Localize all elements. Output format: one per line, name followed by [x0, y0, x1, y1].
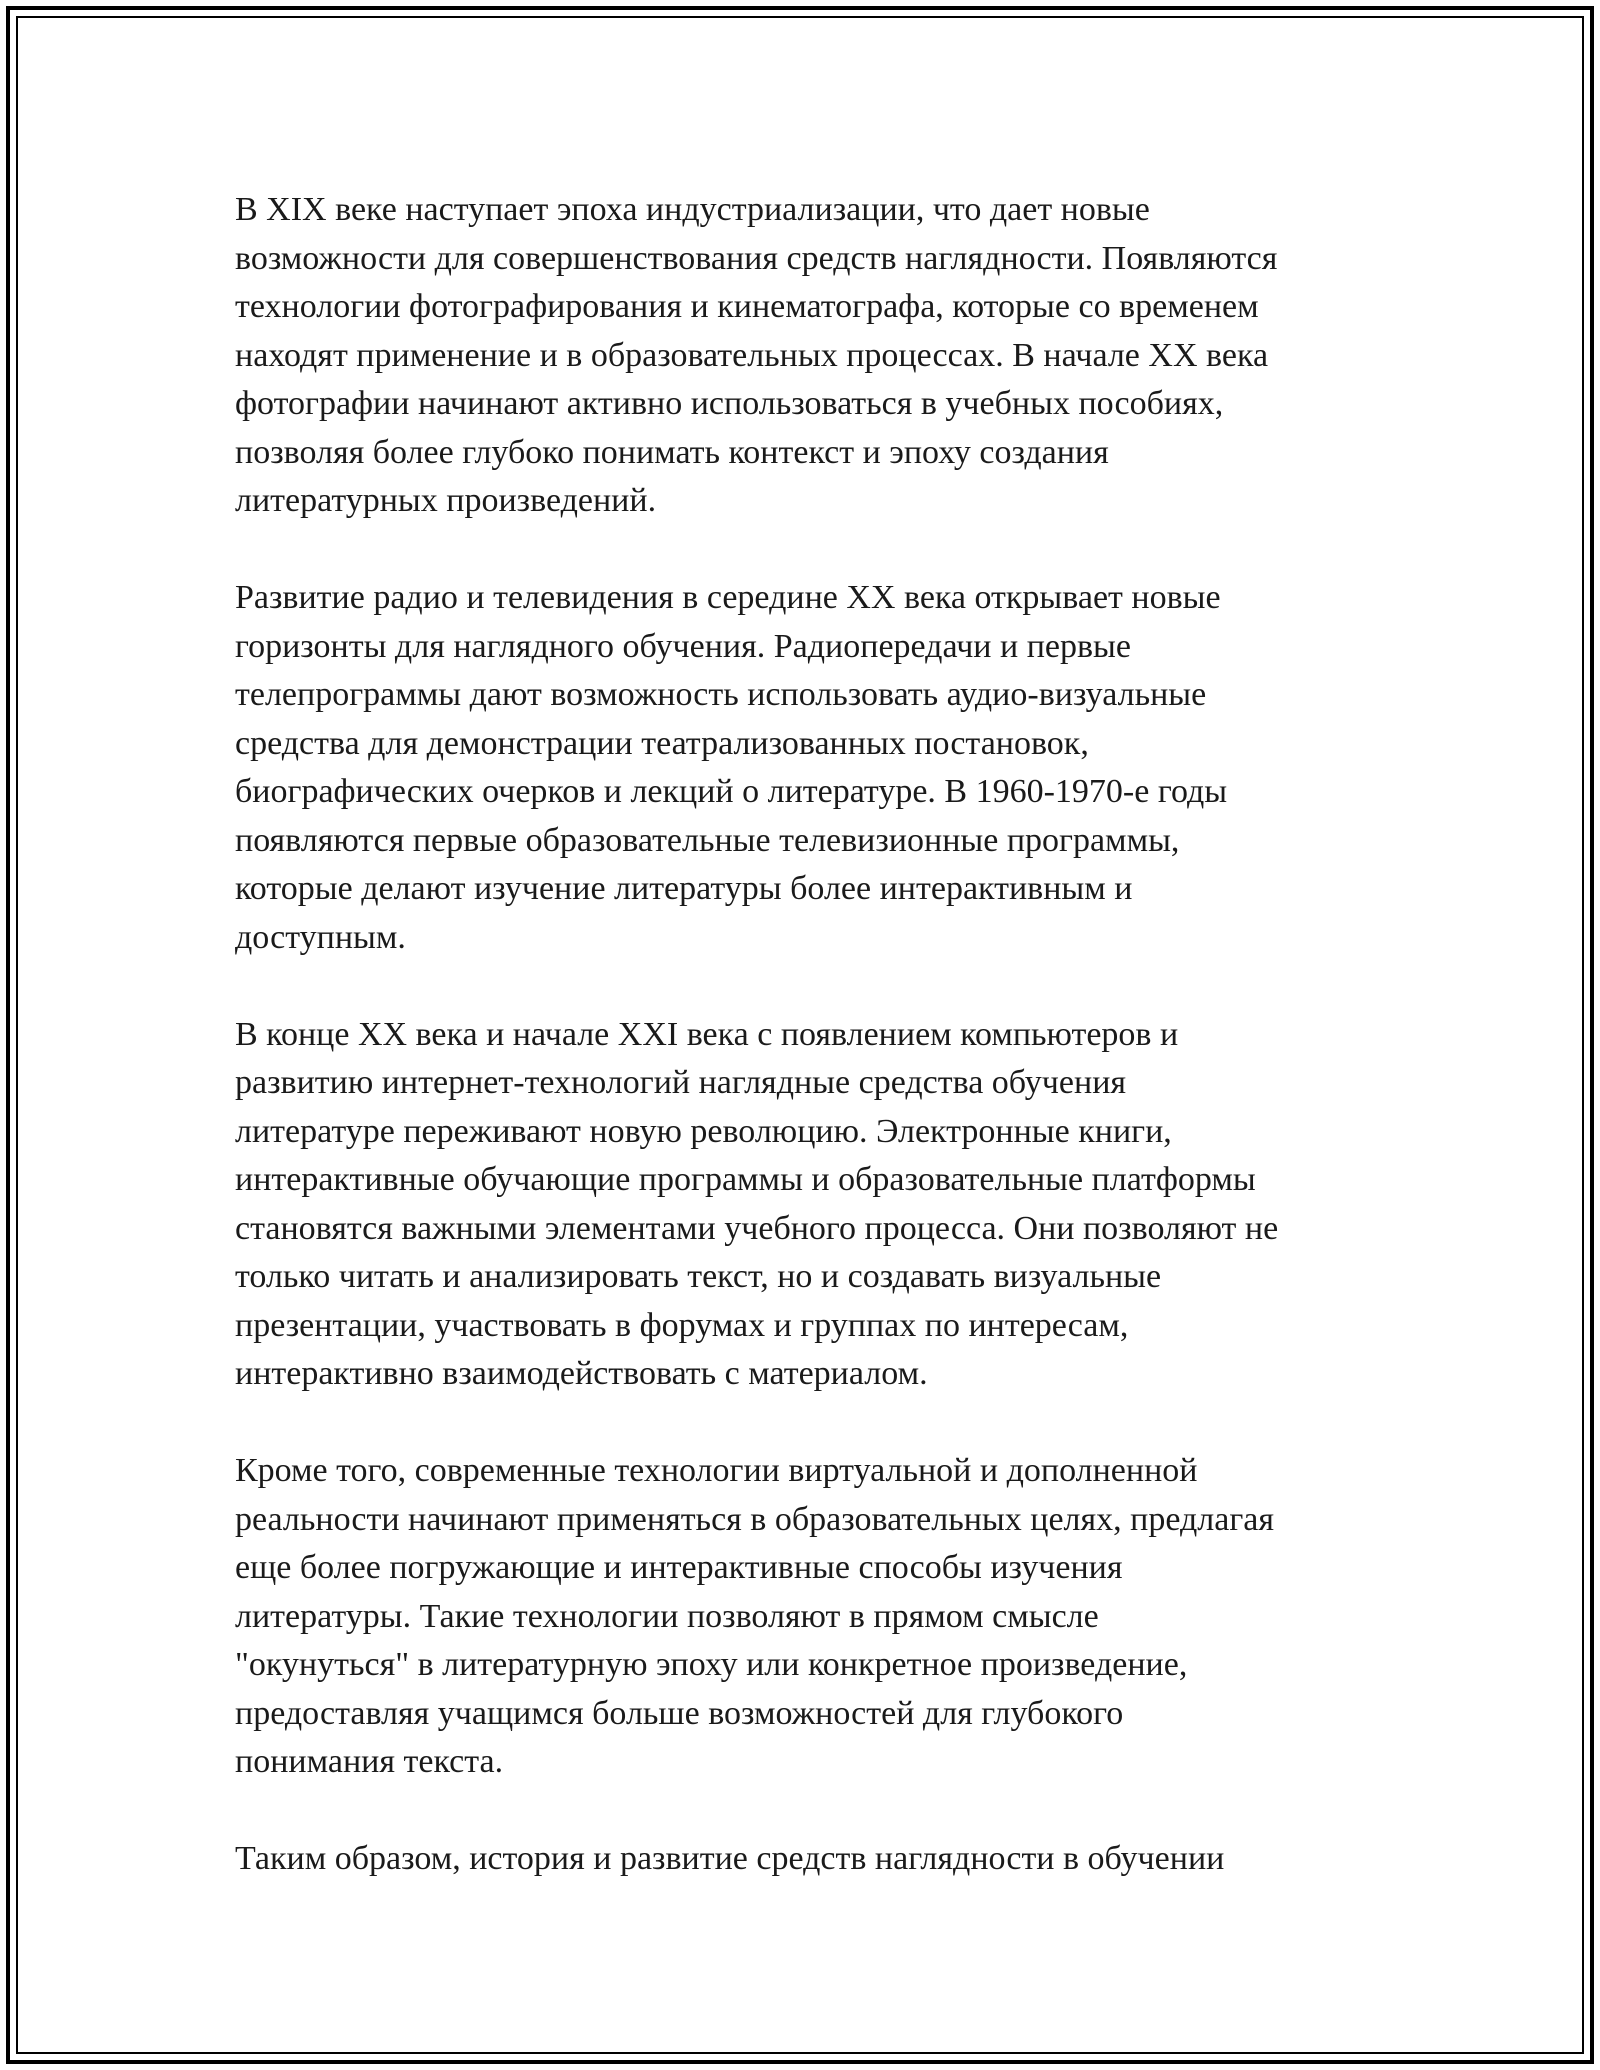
paragraph-1: В XIX веке наступает эпоха индустриализации, что дает новые возможности для совершенствования средств наглядности. Появляются технологии фотографирования и кинематографа, которые со временем находят применение и в образовательных процессах. В начале XX века фотографии начинают активно использоваться в учебных пособиях, позволяя более глубоко понимать контекст и эпоху создания литературных произведений. — [235, 191, 1278, 519]
document-body — [235, 186, 1385, 1932]
paragraph-4: Кроме того, современные технологии виртуальной и дополненной реальности начинают применяться в образовательных целях, предлагая еще более погружающие и интерактивные способы изучения литературы. Такие технологии позволяют в прямом смысле "окунуться" в литературную эпоху или конкретное произведение, предоставляя учащимся больше возможностей для глубокого понимания текста. — [235, 1452, 1275, 1780]
paragraph-5: Таким образом, история и развитие средств наглядности в обучении — [235, 1840, 1225, 1877]
paragraph-3: В конце XX века и начале XXI века с появлением компьютеров и развитию интернет-технологий наглядные средства обучения литературе переживают новую революцию. Электронные книги, интерактивные обучающие программы и образовательные платформы становятся важными элементами учебного процесса. Они позволяют не только читать и анализировать текст, но и создавать визуальные презентации, участвовать в форумах и группах по интересам, интерактивно взаимодействовать с материалом. — [235, 1015, 1279, 1392]
paragraph-2: Развитие радио и телевидения в середине XX века открывает новые горизонты для наглядного обучения. Радиопередачи и первые телепрограммы дают возможность использовать аудио-визуальные средства для демонстрации театрализованных постановок, биографических очерков и лекций о литературе. В 1960-1970-е годы появляются первые образовательные телевизионные программы, которые делают изучение литературы более интерактивным и доступным. — [235, 579, 1228, 956]
